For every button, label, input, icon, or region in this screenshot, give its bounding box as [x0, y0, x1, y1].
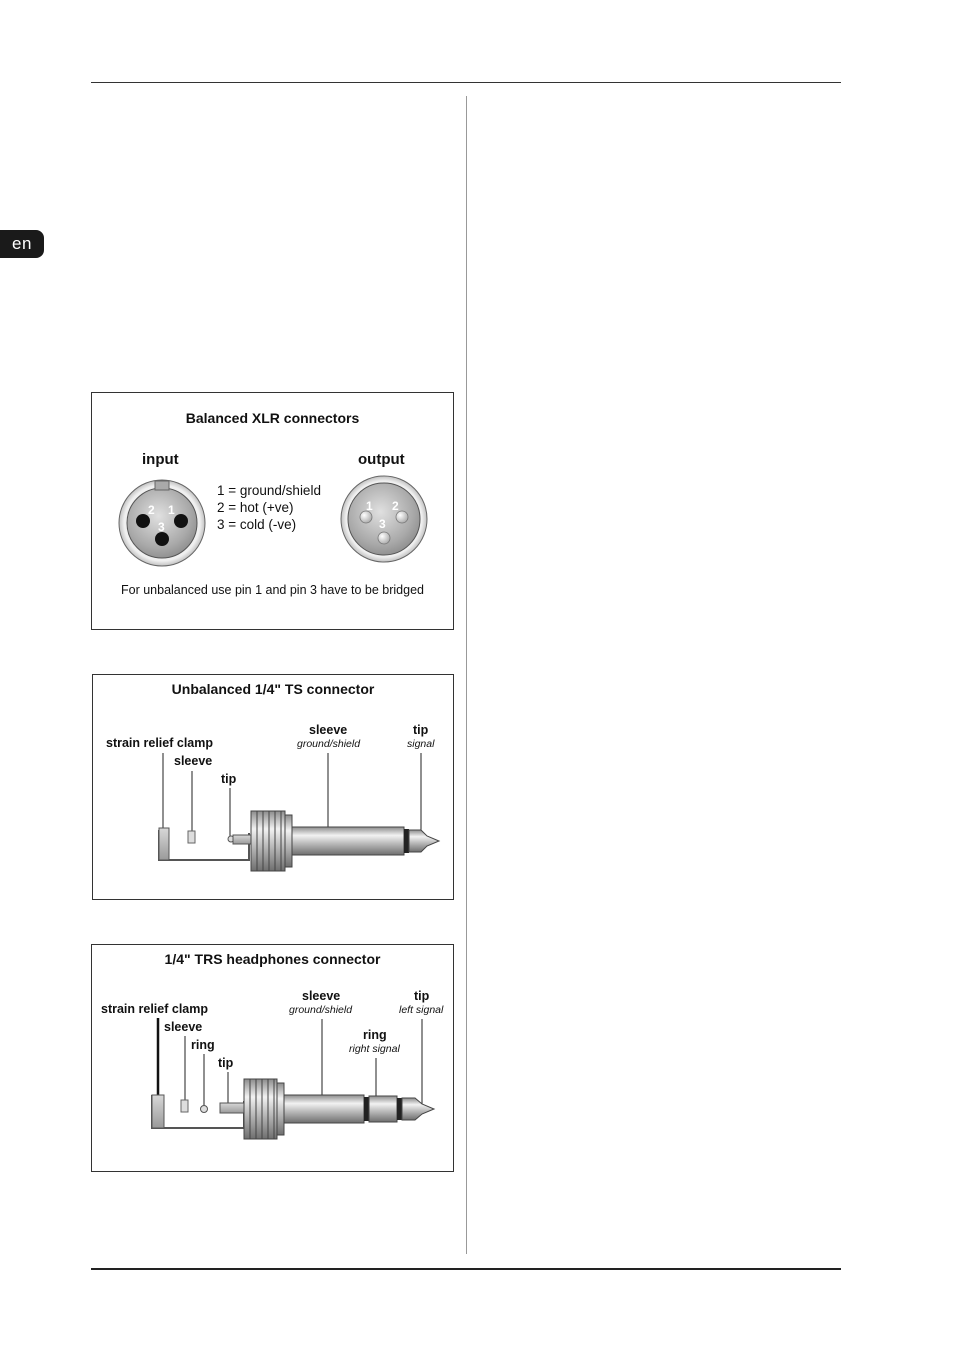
xlr-pin-legend-2: 2 = hot (+ve) — [217, 500, 294, 515]
xlr-input-pin-1: 1 — [168, 503, 175, 517]
xlr-pin-legend-3: 3 = cold (-ve) — [217, 517, 297, 532]
ts-sleeve-desc: ground/shield — [297, 738, 361, 750]
ts-tip-label: tip — [413, 723, 429, 737]
trs-ring-left-label: ring — [191, 1038, 215, 1052]
trs-plug-drawing — [92, 945, 453, 1171]
trs-ring-desc: right signal — [349, 1043, 400, 1055]
footer-rule — [91, 1268, 841, 1270]
xlr-pin-legend-1: 1 = ground/shield — [217, 483, 321, 498]
xlr-input-pin-3: 3 — [158, 520, 165, 534]
ts-title: Unbalanced 1/4" TS connector — [171, 681, 375, 697]
xlr-output-pin-3: 3 — [379, 517, 386, 531]
xlr-input-pin-2: 2 — [148, 503, 155, 517]
xlr-output-pin-1: 1 — [366, 499, 373, 513]
trs-tip-desc: left signal — [399, 1004, 444, 1016]
ts-plug-drawing — [93, 675, 453, 899]
trs-tip-label: tip — [414, 989, 430, 1003]
xlr-connectors-figure — [91, 392, 454, 630]
xlr-title: Balanced XLR connectors — [185, 410, 360, 426]
trs-title: 1/4" TRS headphones connector — [164, 951, 381, 967]
xlr-output-pin-2: 2 — [392, 499, 399, 513]
xlr-input-label: input — [142, 451, 179, 468]
ts-strain-relief-label: strain relief clamp — [106, 736, 213, 750]
header-rule — [91, 82, 841, 83]
language-tab: en — [0, 230, 44, 258]
trs-sleeve-left-label: sleeve — [164, 1020, 203, 1034]
ts-connector-figure — [92, 674, 454, 900]
xlr-unbalanced-note: For unbalanced use pin 1 and pin 3 have to be bridged — [120, 583, 424, 597]
ts-tip-desc: signal — [407, 738, 435, 750]
trs-tip-left-label: tip — [218, 1056, 234, 1070]
trs-sleeve-desc: ground/shield — [289, 1004, 353, 1016]
column-divider — [466, 96, 467, 1254]
trs-strain-relief-label: strain relief clamp — [101, 1002, 208, 1016]
trs-ring-label: ring — [363, 1028, 387, 1042]
trs-sleeve-label: sleeve — [302, 989, 341, 1003]
trs-connector-figure — [91, 944, 454, 1172]
xlr-output-label: output — [358, 451, 405, 468]
ts-tip-left-label: tip — [221, 772, 237, 786]
ts-sleeve-left-label: sleeve — [174, 754, 213, 768]
ts-sleeve-label: sleeve — [309, 723, 348, 737]
